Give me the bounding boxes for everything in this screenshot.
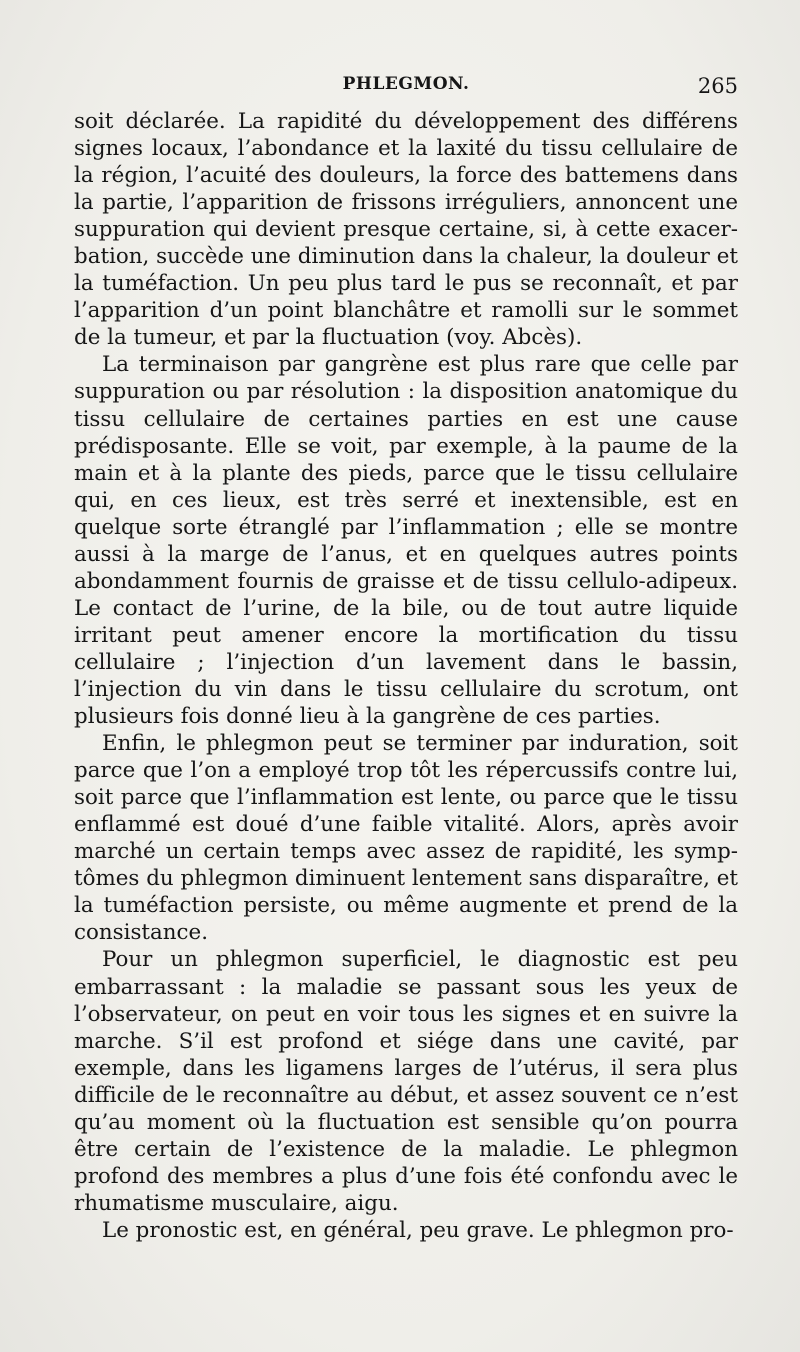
page-header	[74, 74, 738, 104]
running-head: PHLEGMON.	[342, 74, 470, 94]
paragraph: Le pronostic est, en général, peu grave. Le phlegmon pro-	[102, 1217, 734, 1243]
paragraph: Enfin, le phlegmon peut se terminer par induration, soit parce que l’on a employé trop tôt les répercussifs contre lui, soit parce que l’inflammation est lente, ou parce que le tissu enflammé est doué d’une faible vitalité. Alors, après avoir marché un certain temps avec assez de rapidité, les symptômes du phlegmon diminuent lentement sans disparaître, et la tuméfaction persiste, ou même augmente et prend de la consistance.	[74, 731, 738, 946]
paragraph: Pour un phlegmon superficiel, le diagnostic est peu embarrassant : la maladie se passant sous les yeux de l’observateur, on peut en voir tous les signes et en suivre la marche. S’il est profond et siége dans une cavité, par exemple, dans les ligamens larges de l’utérus, il sera plus difficile de le reconnaître au début, et assez souvent ce n’est qu’au moment où la fluctuation est sensible qu’on pourra être certain de l’existence de la maladie. Le phlegmon profond des membres a plus d’une fois été confondu avec le rhumatisme musculaire, aigu.	[74, 947, 738, 1216]
page-number: 265	[697, 74, 738, 98]
body-text	[74, 108, 738, 1244]
paragraph: La terminaison par gangrène est plus rare que celle par suppuration ou par résolution : la disposition anatomique du tissu cellulaire de certaines parties en est une cause prédisposante. Elle se voit, par exemple, à la paume de la main et à la plante des pieds, parce que le tissu cellulaire qui, en ces lieux, est très serré et inextensible, est en quelque sorte étranglé par l’inflammation ; elle se montre aussi à la marge de l’anus, et en quelques autres points abondamment fournis de graisse et de tissu cellulo-adipeux. Le contact de l’urine, de la bile, ou de tout autre liquide irritant peut amener encore la mortification du tissu cellulaire ; l’injection d’un lavement dans le bassin, l’injection du vin dans le tissu cellulaire du scrotum, ont plusieurs fois donné lieu à la gangrène de ces parties.	[74, 352, 738, 730]
paragraph: soit déclarée. La rapidité du développement des différens signes locaux, l’abondance et la laxité du tissu cellulaire de la région, l’acuité des douleurs, la force des battemens dans la partie, l’apparition de frissons irréguliers, annoncent une suppuration qui devient presque certaine, si, à cette exacerbation, succède une diminution dans la chaleur, la douleur et la tuméfaction. Un peu plus tard le pus se reconnaît, et par l’apparition d’un point blanchâtre et ramolli sur le sommet de la tumeur, et par la fluctuation (voy. Abcès).	[74, 109, 738, 351]
